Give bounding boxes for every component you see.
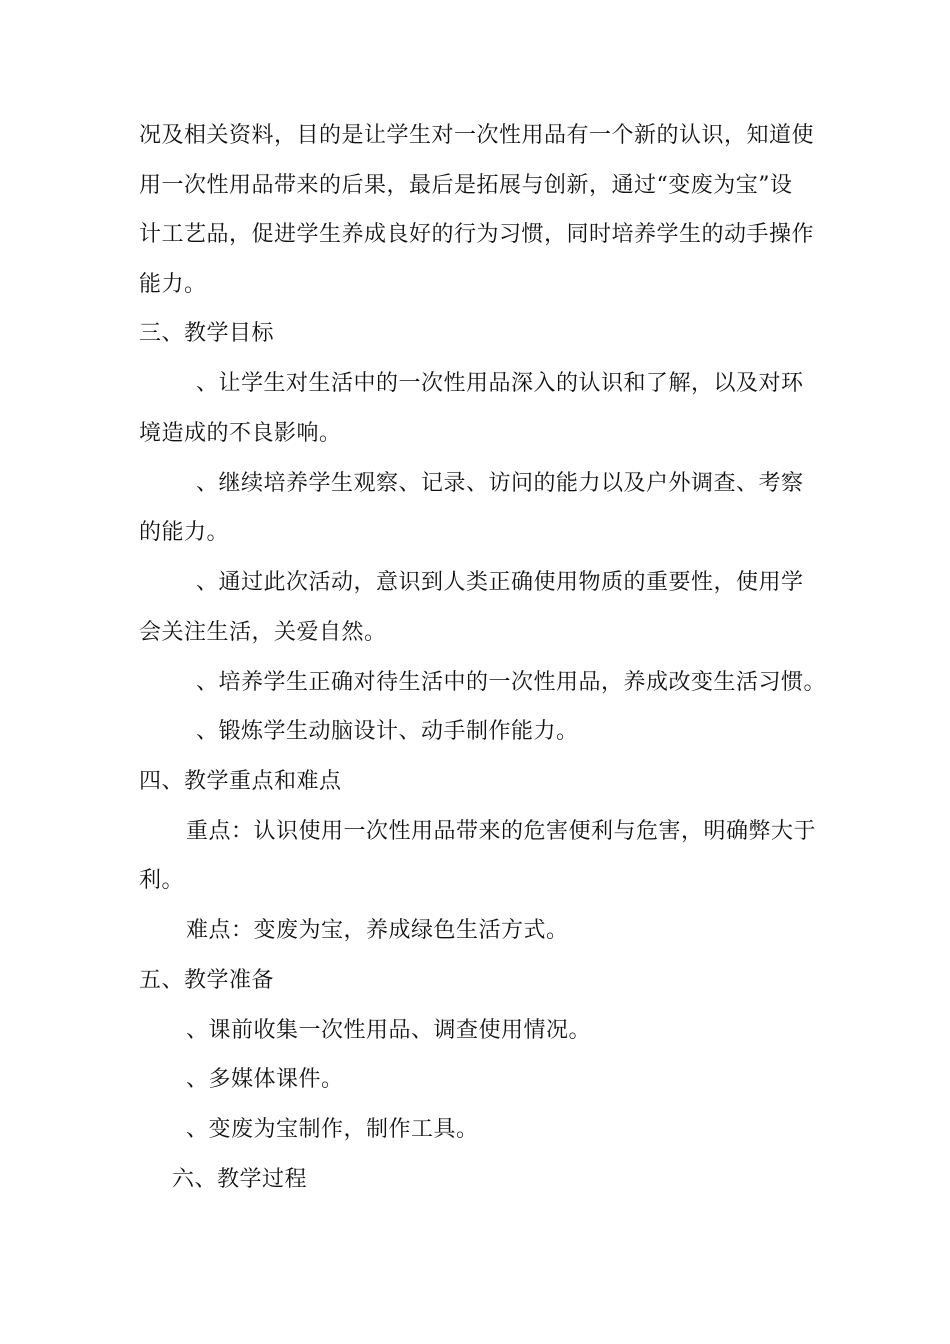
goal-1-line-2: 境造成的不良影响。 [139, 421, 342, 446]
intro-line-4: 能力。 [139, 272, 207, 297]
section4-heading: 四、教学重点和难点 [139, 769, 342, 794]
goal-4-line: 、培养学生正确对待生活中的一次性用品，养成改变生活习惯。 [196, 670, 827, 695]
prep-item-3: 、变废为宝制作，制作工具。 [186, 1117, 479, 1142]
goal-3-line-1: 、通过此次活动，意识到人类正确使用物质的重要性，使用学 [196, 570, 804, 595]
section6-heading: 六、教学过程 [172, 1167, 308, 1192]
prep-item-1: 、课前收集一次性用品、调查使用情况。 [186, 1018, 592, 1043]
section3-heading: 三、教学目标 [139, 321, 275, 346]
goal-5-line: 、锻炼学生动脑设计、动手制作能力。 [196, 719, 579, 744]
key-point-line-1: 重点：认识使用一次性用品带来的危害便利与危害，明确弊大于 [186, 819, 817, 844]
goal-1-line-1: 、让学生对生活中的一次性用品深入的认识和了解，以及对环 [196, 371, 804, 396]
key-point-line-2: 利。 [139, 868, 185, 893]
intro-line-3: 计工艺品，促进学生养成良好的行为习惯，同时培养学生的动手操作 [139, 222, 815, 247]
goal-2-line-1: 、继续培养学生观察、记录、访问的能力以及户外调查、考察 [196, 471, 804, 496]
intro-line-1: 况及相关资料，目的是让学生对一次性用品有一个新的认识，知道使 [139, 123, 815, 148]
prep-item-2: 、多媒体课件。 [186, 1067, 344, 1092]
section5-heading: 五、教学准备 [139, 968, 275, 993]
goal-2-line-2: 的能力。 [139, 520, 230, 545]
intro-line-2: 用一次性用品带来的后果，最后是拓展与创新，通过“变废为宝”设 [139, 173, 793, 198]
goal-3-line-2: 会关注生活，关爱自然。 [139, 620, 387, 645]
difficulty-line: 难点：变废为宝，养成绿色生活方式。 [186, 918, 569, 943]
